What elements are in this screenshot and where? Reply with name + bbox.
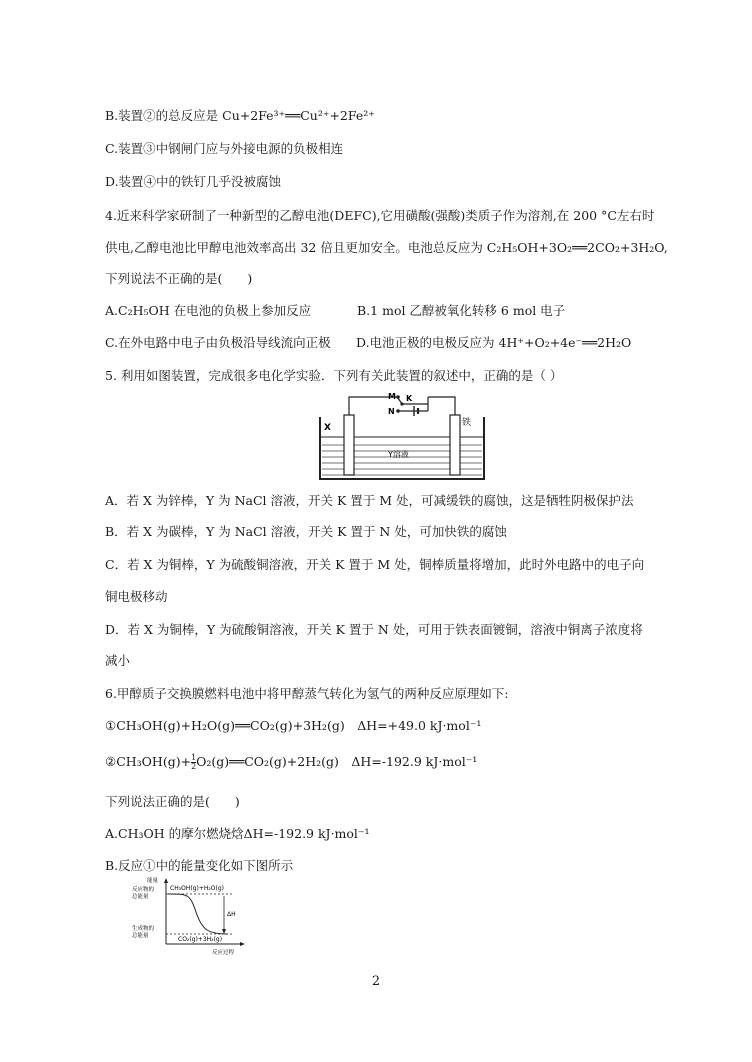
- question-4-stem-line2: 供电,乙醇电池比甲醇电池效率高出 32 倍且更加安全。电池总反应为 C₂H₅OH+3O₂══2CO₂+3H₂O,: [105, 240, 668, 255]
- option-d-q5-line1: D．若 X 为铜棒，Y 为硫酸铜溶液，开关 K 置于 N 处，可用于铁表面镀铜，溶液中铜离子浓度将: [105, 622, 643, 637]
- reactant-energy-label-1: 反应物的: [132, 887, 155, 893]
- option-c-q3: C.装置③中钢闸门应与外接电源的负极相连: [105, 141, 344, 156]
- label-n: N: [388, 407, 395, 416]
- wire-right: [428, 397, 455, 415]
- energy-axis-label: 能量: [147, 878, 159, 884]
- label-m: M: [388, 392, 396, 401]
- label-y-solution: Y溶液: [388, 450, 409, 459]
- fraction-denominator: 2: [191, 762, 197, 771]
- label-iron: 铁: [462, 418, 472, 428]
- reactant-energy-label-2: 总能量: [132, 894, 149, 900]
- energy-diagram-figure: [130, 876, 260, 958]
- question-4-stem-line1: 4.近来科学家研制了一种新型的乙醇电池(DEFC),它用磺酸(强酸)类质子作为溶剂,在 200 °C左右时: [105, 208, 655, 223]
- option-c-q5-line2: 铜电极移动: [105, 589, 168, 604]
- option-d-q3: D.装置④中的铁钉几乎没被腐蚀: [105, 174, 282, 189]
- option-a-q5: A．若 X 为锌棒，Y 为 NaCl 溶液，开关 K 置于 M 处，可减缓铁的腐蚀，这是牺牲阴极保护法: [105, 493, 634, 508]
- option-b-q6: B.反应①中的能量变化如下图所示: [105, 858, 294, 873]
- option-d-q4: D.电池正极的电极反应为 4H⁺+O₂+4e⁻══2H₂O: [356, 335, 632, 350]
- option-c-q4: C.在外电路中电子由负极沿导线流向正极: [105, 335, 331, 350]
- option-b-q3: B.装置②的总反应是 Cu+2Fe³⁺══Cu²⁺+2Fe²⁺: [105, 108, 375, 123]
- switch-pivot: [400, 402, 403, 405]
- delta-h-arrowhead: [222, 929, 226, 934]
- x-electrode: [344, 415, 354, 475]
- question-5-stem: 5. 利用如图装置，完成很多电化学实验．下列有关此装置的叙述中，正确的是（ ）: [105, 368, 563, 383]
- question-6-stem: 6.甲醇质子交换膜燃料电池中将甲醇蒸气转化为氢气的两种反应原理如下:: [105, 686, 509, 701]
- reaction-1: ①CH₃OH(g)+H₂O(g)══CO₂(g)+3H₂(g) ΔH=+49.0 kJ·mol⁻¹: [105, 718, 482, 733]
- iron-electrode: [450, 415, 460, 475]
- label-x: X: [324, 423, 331, 433]
- option-b-q5: B．若 X 为碳棒，Y 为 NaCl 溶液，开关 K 置于 N 处，可加快铁的腐蚀: [105, 524, 507, 539]
- electrochem-apparatus-figure: [310, 385, 500, 485]
- energy-curve: [168, 894, 228, 934]
- page-number: 2: [371, 974, 381, 989]
- reaction-2-part1: ②CH₃OH(g)+: [105, 754, 192, 769]
- option-d-q5-line2: 减小: [105, 653, 131, 668]
- product-energy-label-2: 总能量: [132, 933, 149, 939]
- question-6-prompt: 下列说法正确的是( ): [105, 794, 240, 809]
- label-k: K: [406, 394, 413, 403]
- question-4-stem-line3: 下列说法不正确的是( ): [105, 271, 253, 286]
- option-a-q6: A.CH₃OH 的摩尔燃烧焓ΔH=-192.9 kJ·mol⁻¹: [105, 826, 370, 841]
- option-a-q4: A.C₂H₅OH 在电池的负极上参加反应: [105, 303, 312, 318]
- reactant-species-label: CH₃OH(g)+H₂O(g): [170, 885, 224, 892]
- product-species-label: CO₂(g)+3H₂(g): [178, 936, 223, 943]
- fraction-numerator: 1: [191, 753, 197, 762]
- product-energy-label-1: 生成物的: [132, 926, 155, 932]
- option-c-q5-line1: C．若 X 为铜棒，Y 为硫酸铜溶液，开关 K 置于 M 处，铜棒质量将增加，此时外电路中的电子向: [105, 557, 645, 572]
- reaction-2-part2: O₂(g)══CO₂(g)+2H₂(g) ΔH=-192.9 kJ·mol⁻¹: [196, 754, 478, 769]
- delta-h-label: ΔH: [227, 911, 236, 918]
- y-axis-arrow: [164, 878, 168, 883]
- reaction-2: [105, 754, 477, 771]
- option-b-q4: B.1 mol 乙醇被氧化转移 6 mol 电子: [357, 303, 566, 318]
- reaction-progress-label: 反应过程: [212, 950, 235, 956]
- terminal-n: [396, 409, 400, 413]
- x-axis-arrow: [240, 942, 245, 946]
